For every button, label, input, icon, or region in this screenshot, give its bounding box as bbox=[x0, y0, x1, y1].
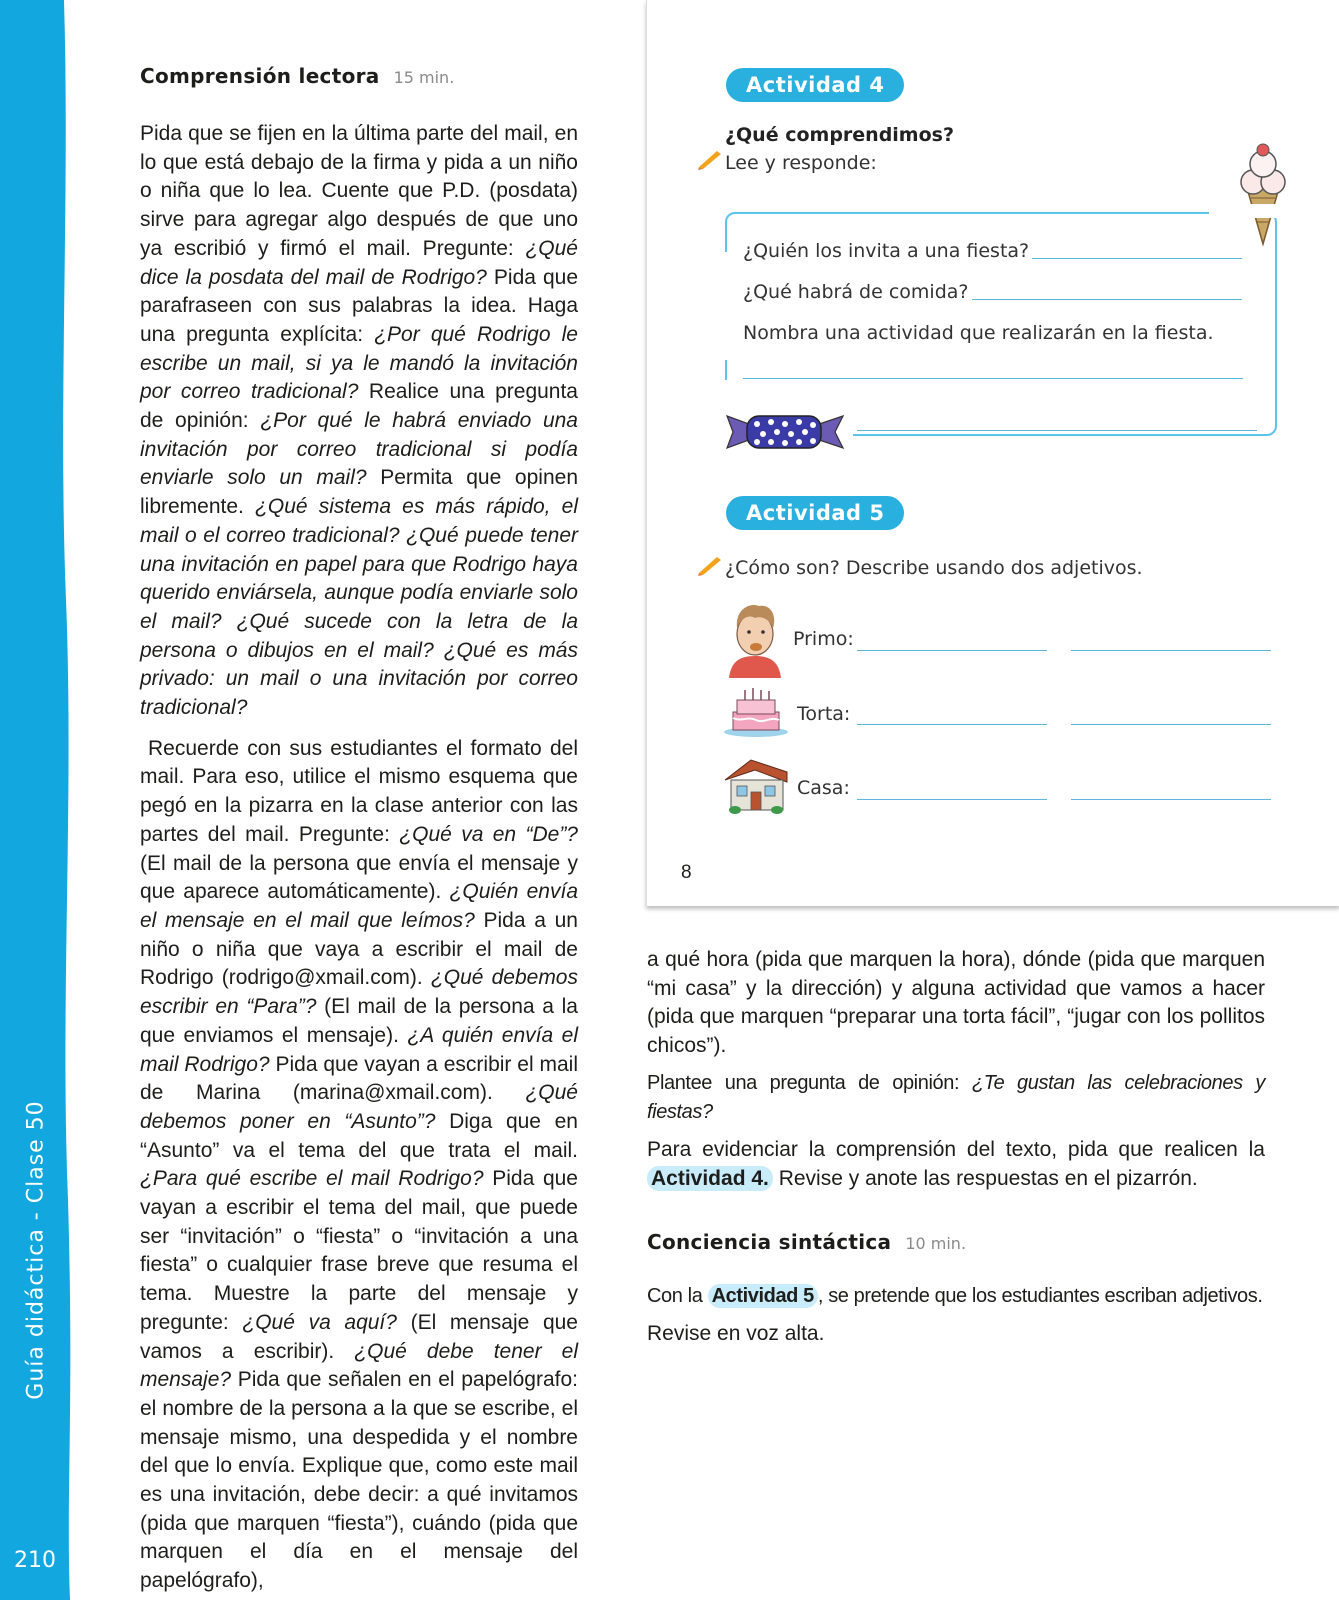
activity-5-lead: Con la bbox=[647, 1284, 708, 1307]
activity-4-question: ¿Qué comprendimos? bbox=[725, 124, 954, 146]
activity-4-lead: Para evidenciar la comprensión del texto, pida que realicen la bbox=[647, 1138, 1265, 1162]
cousin-icon bbox=[725, 600, 787, 678]
section-heading-conciencia bbox=[647, 1230, 1265, 1254]
opinion-question: ¿Te gustan las celebraciones y fiestas? bbox=[647, 1071, 1265, 1123]
paragraph1-question: ¿Por qué le habrá enviado una invitación por correo tradicional si podía enviarle solo un mail? bbox=[140, 409, 578, 490]
left-column bbox=[140, 64, 578, 1596]
answer-line-4[interactable] bbox=[857, 430, 1257, 431]
sidebar-band bbox=[0, 0, 72, 1600]
paragraph2-text: Pida a un niño o niña que vaya a escribir el mail de Rodrigo (rodrigo@xmail.com). bbox=[140, 908, 578, 990]
house-icon bbox=[721, 756, 791, 816]
activity-4-highlight: Actividad 4. bbox=[647, 1166, 773, 1191]
paragraph-mail-format bbox=[140, 735, 578, 1596]
item-primo-label: Primo: bbox=[793, 628, 854, 650]
paragraph-activity-5 bbox=[647, 1282, 1265, 1311]
activity-4-badge: Actividad 4 bbox=[726, 68, 904, 102]
paragraph2-text: (El mail de la persona a la que enviamos el mensaje). bbox=[140, 995, 578, 1047]
primo-line-1[interactable] bbox=[857, 650, 1047, 651]
paragraph2-question: ¿Qué va aquí? bbox=[242, 1310, 397, 1334]
paragraph2-question: ¿Qué debemos poner en “Asunto”? bbox=[140, 1081, 578, 1133]
paragraph-opinion bbox=[647, 1069, 1265, 1126]
activity-5-instruction: ¿Cómo son? Describe usando dos adjetivos. bbox=[725, 557, 1143, 579]
sidebar-label: Guía didáctica - Clase 50 bbox=[23, 1100, 49, 1400]
paragraph1-question: ¿Por qué Rodrigo le escribe un mail, si ya le mandó la invitación por correo tradicional? bbox=[140, 322, 578, 404]
paragraph2-question: ¿Qué va en “De”? bbox=[399, 822, 578, 846]
activity-4-tail: Revise y anote las respuestas en el pizarrón. bbox=[772, 1166, 1198, 1190]
paragraph2-text: (El mensaje que vamos a escribir). bbox=[140, 1310, 578, 1363]
paragraph2-text: (El mail de la persona que envía el mensaje y que aparece automáticamente). bbox=[140, 851, 578, 904]
primo-line-2[interactable] bbox=[1071, 650, 1271, 651]
opinion-lead: Plantee una pregunta de opinión: bbox=[647, 1071, 972, 1094]
workbook-page bbox=[646, 0, 1339, 906]
paragraph-continuation: a qué hora (pida que marquen la hora), dónde (pida que marquen “mi casa” y la dirección) y alguna actividad que vamos a hacer (pida que marquen “preparar una torta fácil”, “jugar con los pollitos chicos”). bbox=[647, 948, 1265, 1058]
cake-icon bbox=[723, 686, 789, 738]
paragraph2-text: Pida que vayan a escribir el mail de Marina (marina@xmail.com). bbox=[140, 1052, 578, 1105]
paragraph1-question: ¿Qué dice la posdata del mail de Rodrigo? bbox=[140, 236, 578, 289]
section-title: Conciencia sintáctica bbox=[647, 1229, 892, 1254]
section-heading-comprension bbox=[140, 64, 578, 88]
right-column bbox=[647, 946, 1265, 1349]
answer-line-3[interactable] bbox=[743, 378, 1243, 379]
paragraph2-question: ¿Qué debemos escribir en “Para”? bbox=[140, 966, 578, 1019]
paragraph-review: Revise en voz alta. bbox=[647, 1322, 825, 1346]
pencil-icon bbox=[697, 150, 723, 170]
paragraph1-text: Permita que opinen libremente. bbox=[140, 466, 578, 519]
item-torta-label: Torta: bbox=[797, 703, 851, 725]
activity-5-badge: Actividad 5 bbox=[726, 496, 904, 530]
pencil-icon bbox=[697, 556, 723, 576]
paragraph2-text: Pida que señalen en el papelógrafo: el nombre de la persona a la que se escribe, el mensaje mismo, una despedida y el nombre del que lo envía. Explique que, como este mail es una invitación, debe decir: a qué invitamos (pida que marquen “fiesta”), cuándo (pida que marquen el día en el mensaje del papelógrafo), bbox=[140, 1368, 578, 1593]
paragraph2-text: Diga que en “Asunto” va el tema del que trata el mail. bbox=[140, 1109, 578, 1162]
paragraph2-question: ¿A quién envía el mail Rodrigo? bbox=[140, 1023, 578, 1076]
section-title: Comprensión lectora bbox=[140, 64, 380, 88]
paragraph1-text: Realice una pregunta de opinión: bbox=[140, 380, 578, 433]
paragraph2-text: Recuerde con sus estudiantes el formato del mail. Para eso, utilice el mismo esquema que pegó en la pizarra en la clase anterior con las partes del mail. Pregunte: bbox=[140, 736, 578, 846]
torta-line-2[interactable] bbox=[1071, 724, 1271, 725]
paragraph-activity-4 bbox=[647, 1136, 1265, 1193]
paragraph2-question: ¿Qué debe tener el mensaje? bbox=[140, 1339, 578, 1392]
casa-line-1[interactable] bbox=[857, 799, 1047, 800]
answer-line-2[interactable] bbox=[972, 299, 1242, 300]
candy-icon bbox=[725, 410, 845, 452]
section-time: 10 min. bbox=[905, 1233, 967, 1253]
question-2: ¿Qué habrá de comida? bbox=[743, 281, 969, 303]
paragraph2-question: ¿Para qué escribe el mail Rodrigo? bbox=[140, 1167, 484, 1191]
torta-line-1[interactable] bbox=[857, 724, 1047, 725]
activity-4-instruction: Lee y responde: bbox=[725, 152, 877, 174]
question-3: Nombra una actividad que realizarán en la fiesta. bbox=[743, 322, 1214, 344]
paragraph-posdata bbox=[140, 120, 578, 723]
item-casa-label: Casa: bbox=[797, 777, 850, 799]
question-1: ¿Quién los invita a una fiesta? bbox=[743, 240, 1030, 262]
activity-5-tail: , se pretende que los estudiantes escriban adjetivos. bbox=[817, 1284, 1263, 1307]
activity-5-highlight: Actividad 5 bbox=[708, 1284, 818, 1308]
answer-line-1[interactable] bbox=[1032, 258, 1242, 259]
paragraph2-question: ¿Quién envía el mensaje en el mail que leímos? bbox=[140, 880, 578, 932]
paragraph1-text: Pida que parafraseen con sus palabras la idea. Haga una pregunta explícita: bbox=[140, 265, 578, 346]
paragraph1-text: Pida que se fijen en la última parte del mail, en lo que está debajo de la firma y pida a un niño o niña que lo lea. Cuente que P.D. (posdata) sirve para agregar algo después de que uno ya escribió y firmó el mail. Pregunte: bbox=[140, 122, 578, 260]
page-number: 210 bbox=[14, 1548, 56, 1573]
paragraph1-question: ¿Qué sistema es más rápido, el mail o el correo tradicional? ¿Qué puede tener una invitación en papel para que Rodrigo haya querido enviársela, aunque podía enviarle solo el mail? ¿Qué sucede con la letra de la persona o dibujos en el mail? ¿Qué es más privado: un mail o una invitación por correo tradicional? bbox=[140, 495, 579, 720]
casa-line-2[interactable] bbox=[1071, 799, 1271, 800]
paragraph2-text: Pida que vayan a escribir el tema del mail, que puede ser “invitación” o “fiesta” o “invitación a una fiesta” o cualquier frase breve que resuma el tema. Muestre la parte del mensaje y pregunte: bbox=[140, 1167, 578, 1334]
workbook-page-number: 8 bbox=[681, 862, 692, 883]
section-time: 15 min. bbox=[393, 68, 455, 87]
